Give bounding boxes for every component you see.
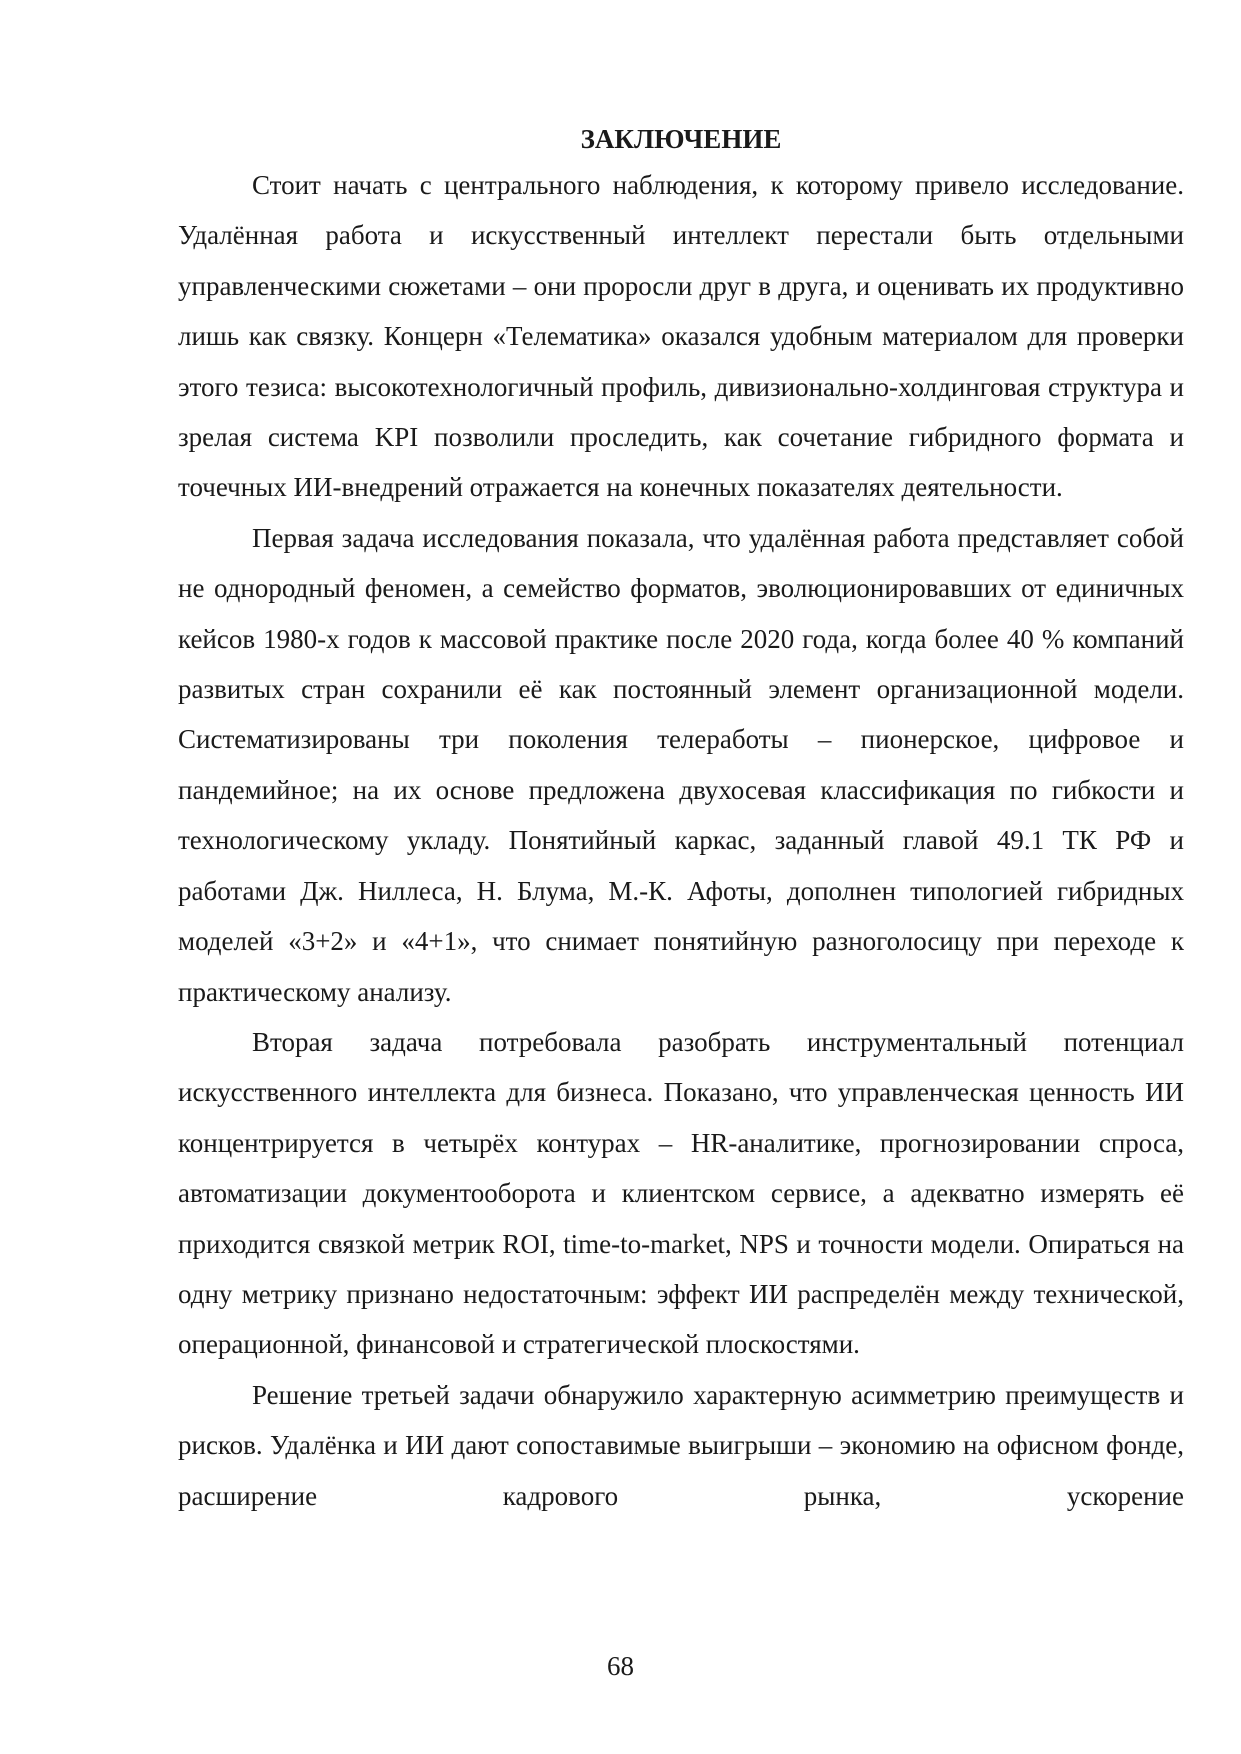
section-heading: ЗАКЛЮЧЕНИЕ xyxy=(580,124,782,154)
paragraph-3: Вторая задача потребовала разобрать инструментальный потенциал искусственного интеллекта для бизнеса. Показано, что управленческая ценность ИИ концентрируется в четырёх контурах – HR-аналитике, прогнозировании спроса, автоматизации документооборота и клиентском сервисе, а адекватно измерять её приходится связкой метрик ROI, time-to-market, NPS и точности модели. Опираться на одну метрику признано недостаточным: эффект ИИ распределён между технической, операционной, финансовой и стратегической плоскостями. xyxy=(178,1026,1184,1360)
page-number: 68 xyxy=(607,1651,634,1681)
paragraph-1: Стоит начать с центрального наблюдения, к которому привело исследование. Удалённая работа и искусственный интеллект перестали быть отдельными управленческими сюжетами – они проросли друг в друга, и оценивать их продуктивно лишь как связку. Концерн «Телематика» оказался удобным материалом для проверки этого тезиса: высокотехнологичный профиль, дивизионально-холдинговая структура и зрелая система KPI позволили проследить, как сочетание гибридного формата и точечных ИИ-внедрений отражается на конечных показателях деятельности. xyxy=(178,170,1184,503)
paragraph-4: Решение третьей задачи обнаружило характерную асимметрию преимуществ и рисков. Удалёнка и ИИ дают сопоставимые выигрыши – экономию на офисном фонде, расширение кадрового рынка, ускорение xyxy=(178,1379,1184,1511)
document-page xyxy=(178,118,1184,1521)
paragraph-2: Первая задача исследования показала, что удалённая работа представляет собой не однородный феномен, а семейство форматов, эволюционировавших от единичных кейсов 1980-х годов к массовой практике после 2020 года, когда более 40 % компаний развитых стран сохранили её как постоянный элемент организационной модели. Систематизированы три поколения телеработы – пионерское, цифровое и пандемийное; на их основе предложена двухосевая классификация по гибкости и технологическому укладу. Понятийный каркас, заданный главой 49.1 ТК РФ и работами Дж. Ниллеса, Н. Блума, М.-К. Афоты, дополнен типологией гибридных моделей «3+2» и «4+1», что снимает понятийную разноголосицу при переходе к практическому анализу. xyxy=(178,522,1184,1007)
